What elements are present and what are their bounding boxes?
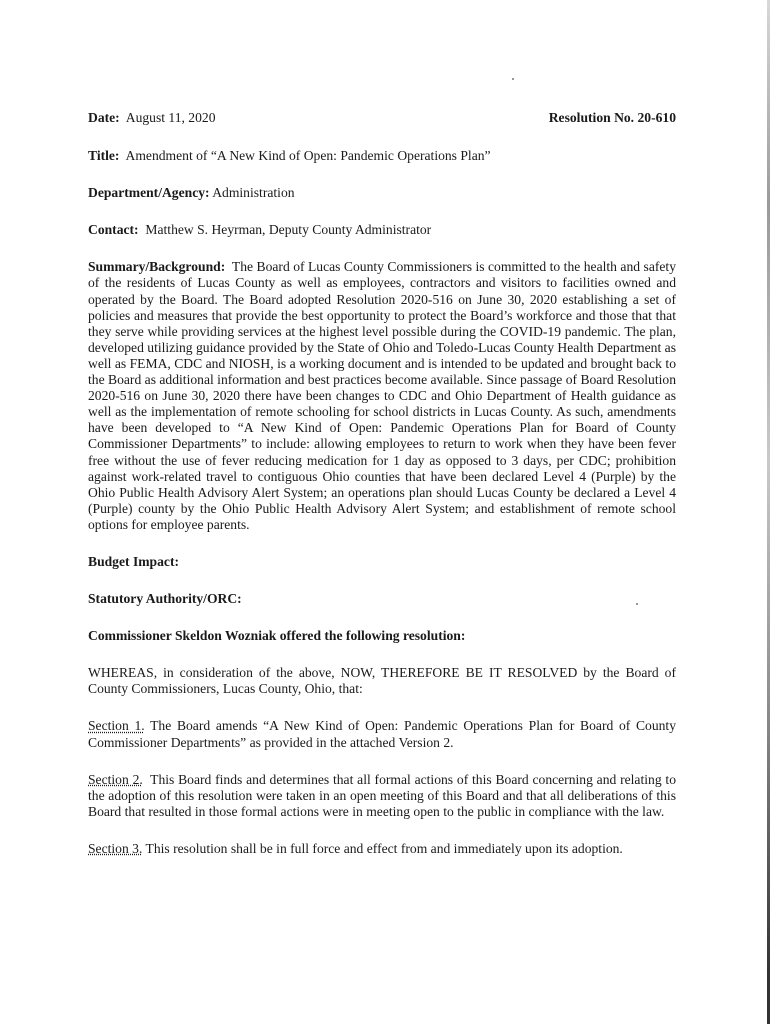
section-2 (88, 772, 676, 820)
header-row (88, 110, 676, 126)
budget-impact-heading: Budget Impact: (88, 553, 180, 569)
scan-speck (512, 78, 514, 80)
section-3 (88, 841, 676, 857)
contact-line (88, 222, 676, 238)
whereas-paragraph: WHEREAS, in consideration of the above, NOW, THEREFORE BE IT RESOLVED by the Board of County Commissioners, Lucas County, Ohio, that: (88, 665, 676, 697)
contact-label: Contact: (88, 222, 139, 238)
section-2-text: This Board finds and determines that all formal actions of this Board concerning and relating to the adoption of this resolution were taken in an open meeting of this Board and that all deliberations of this Board that resulted in those formal actions were in meeting open to the public in compliance with the law. (88, 771, 676, 819)
section-1-label: Section 1. (88, 718, 145, 734)
section-3-text: This resolution shall be in full force and effect from and immediately upon its adoption. (145, 840, 623, 856)
section-1 (88, 718, 676, 750)
statutory-authority-heading: Statutory Authority/ORC: (88, 591, 242, 607)
section-1-text: The Board amends “A New Kind of Open: Pandemic Operations Plan for Board of County Commissioner Departments” as provided in the attached Version 2. (88, 718, 677, 750)
offered-resolution-line: Commissioner Skeldon Wozniak offered the following resolution: (88, 628, 466, 644)
section-3-label: Section 3. (88, 840, 143, 856)
resolution-number: Resolution No. 20-610 (548, 110, 676, 125)
department-value: Administration (212, 185, 295, 201)
department-label: Department/Agency: (88, 185, 210, 201)
department-line (88, 185, 676, 201)
date-value: August 11, 2020 (125, 110, 216, 125)
title-label: Title: (88, 148, 120, 164)
title-value: Amendment of “A New Kind of Open: Pandemic Operations Plan” (125, 148, 491, 164)
date-line (88, 110, 216, 126)
summary-text: The Board of Lucas County Commissioners is committed to the health and safety of the residents of Lucas County as well as employees, contractors and visitors to facilities owned and operated by the Board. The Board adopted Resolution 2020-516 on June 30, 2020 establishing a set of policies and measures that provide the best opportunity to protect the Board’s workforce and those that that they serve while providing services at the highest level possible during the COVID-19 pandemic. The plan, developed utilizing guidance provided by the State of Ohio and Toledo-Lucas County Health Department as well as FEMA, CDC and NIOSH, is a working document and is intended to be updated and brought back to the Board as additional information and best practices become available. Since passage of Board Resolution 2020-516 on June 30, 2020 there have been changes to CDC and Ohio Department of Health guidance as well as the implementation of remote schooling for school districts in Lucas County. As such, amendments have been developed to “A New Kind of Open: Pandemic Operations Plan for Board of County Commissioner Departments” to include: allowing employees to return to work when they have been fever free without the use of fever reducing medication for 1 day as opposed to 3 days, per CDC; prohibition against work-related travel to contiguous Ohio counties that have been declared Level 4 (Purple) by the Ohio Public Health Advisory Alert System; an operations plan should Lucas County be declared a Level 4 (Purple) county by the Ohio Public Health Advisory Alert System; and establishment of remote school options for employee parents. (88, 259, 676, 532)
summary-paragraph (88, 259, 676, 533)
resolution-document (88, 110, 676, 857)
contact-value: Matthew S. Heyrman, Deputy County Administrator (145, 222, 432, 238)
date-label: Date: (88, 110, 120, 125)
section-2-label: Section 2. (88, 771, 143, 787)
summary-label: Summary/Background: (88, 259, 226, 275)
title-line (88, 148, 676, 164)
